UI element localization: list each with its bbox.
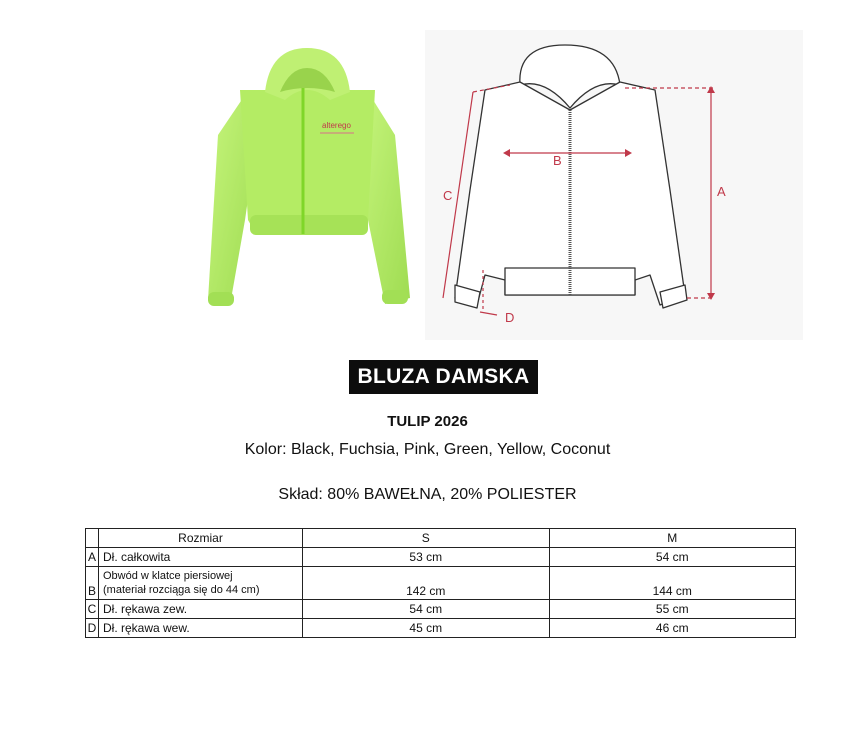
row-label: Dł. rękawa wew. (99, 619, 303, 638)
row-label: Dł. całkowita (99, 548, 303, 567)
row-key: D (86, 619, 99, 638)
logo-text: alterego (322, 121, 351, 130)
row-label-line2: (materiał rozciąga się do 44 cm) (103, 583, 260, 596)
row-key: A (86, 548, 99, 567)
product-composition: Skład: 80% BAWEŁNA, 20% POLIESTER (278, 486, 577, 503)
product-photo (200, 40, 415, 315)
row-label: Dł. rękawa zew. (99, 600, 303, 619)
label-d: D (505, 310, 515, 325)
size-table (85, 528, 796, 638)
row-value-m: 46 cm (549, 619, 796, 638)
header-size-label: Rozmiar (99, 529, 303, 548)
header-size-s: S (303, 529, 550, 548)
table-row (86, 600, 796, 619)
table-header-row (86, 529, 796, 548)
product-title: BLUZA DAMSKA (349, 360, 538, 394)
row-value-m: 144 cm (549, 567, 796, 600)
row-value-s: 54 cm (303, 600, 550, 619)
table-row (86, 619, 796, 638)
product-colors: Kolor: Black, Fuchsia, Pink, Green, Yellow, Coconut (244, 441, 611, 458)
header-key (86, 529, 99, 548)
row-key: B (86, 567, 99, 600)
label-c: C (443, 188, 453, 203)
table-row (86, 548, 796, 567)
label-b: B (553, 153, 562, 168)
measurement-sketch (425, 30, 803, 340)
row-value-s: 53 cm (303, 548, 550, 567)
row-value-s: 45 cm (303, 619, 550, 638)
header-size-m: M (549, 529, 796, 548)
row-key: C (86, 600, 99, 619)
row-value-m: 55 cm (549, 600, 796, 619)
label-a: A (717, 184, 726, 199)
table-row (86, 567, 796, 600)
row-value-m: 54 cm (549, 548, 796, 567)
row-label-line1: Obwód w klatce piersiowej (103, 569, 233, 582)
product-model: TULIP 2026 (387, 413, 468, 430)
row-value-s: 142 cm (303, 567, 550, 600)
row-label (99, 567, 303, 600)
